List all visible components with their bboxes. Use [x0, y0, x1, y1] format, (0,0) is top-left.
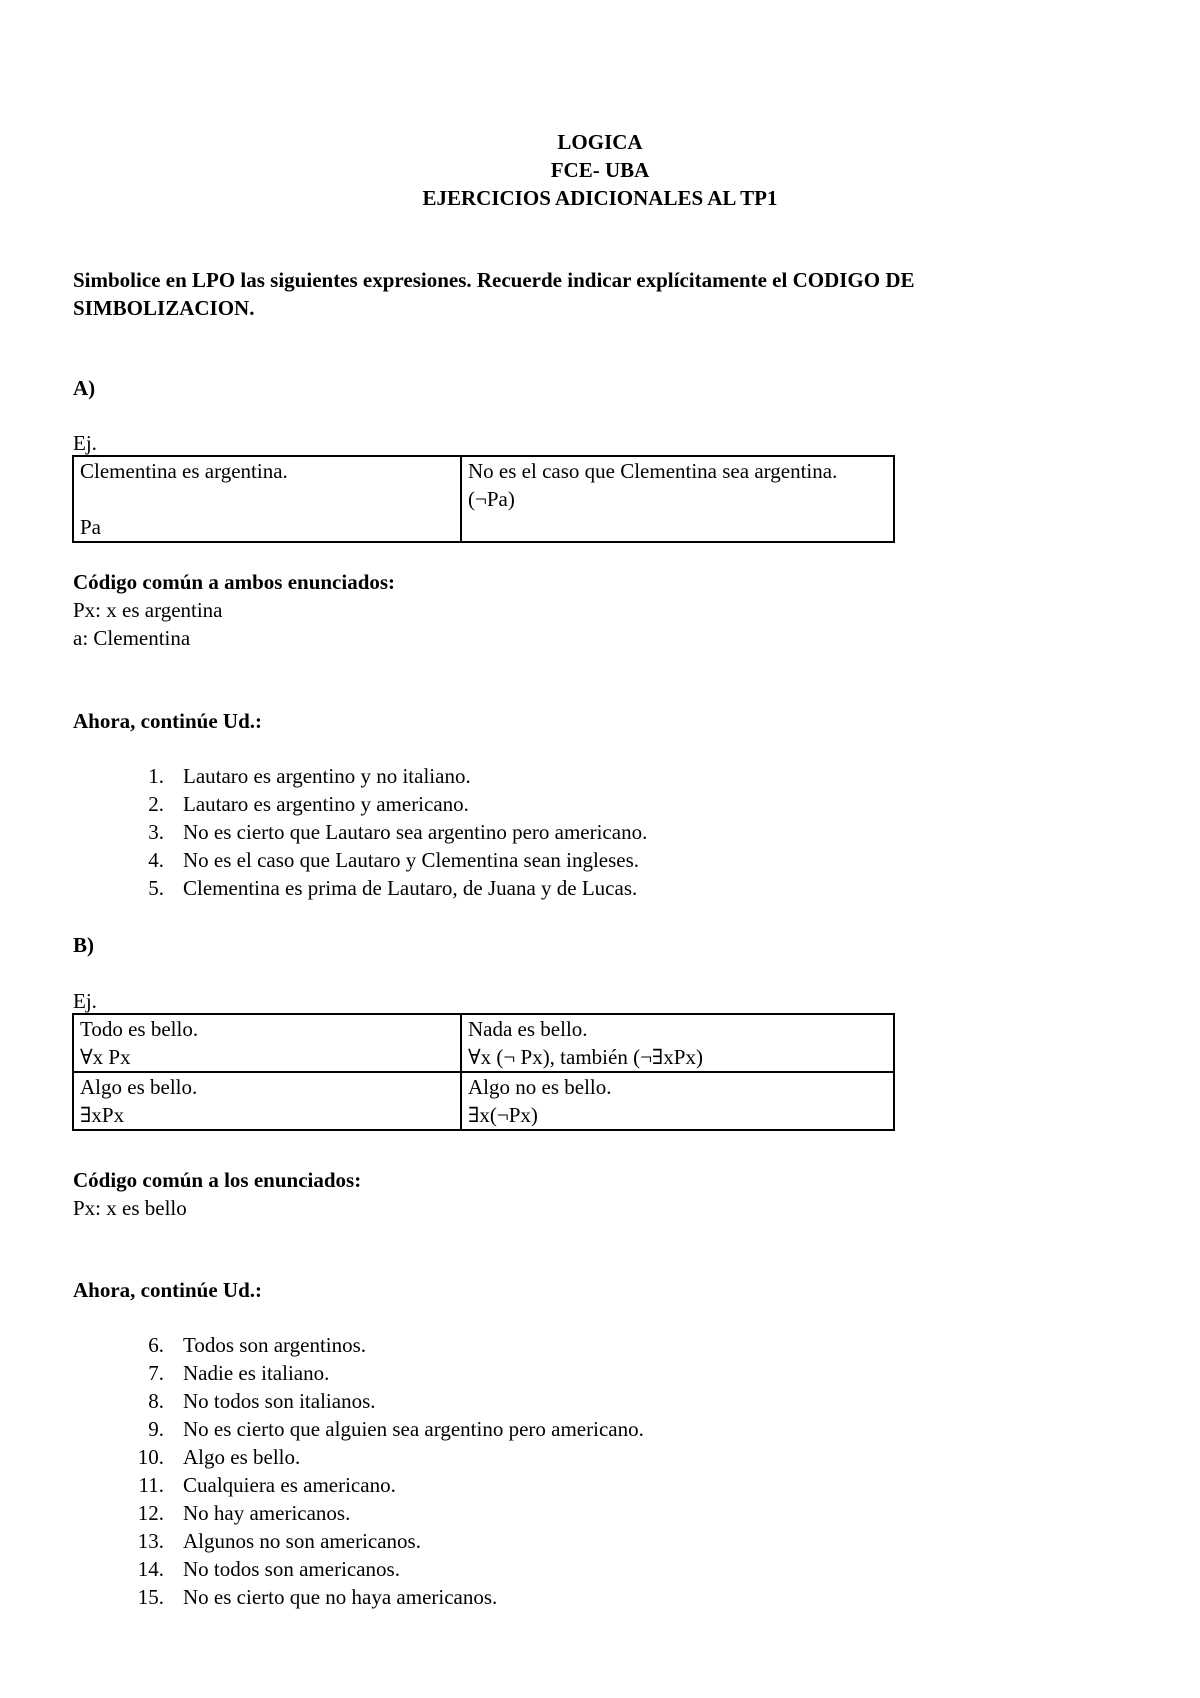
item-text: Algunos no son americanos. — [183, 1529, 421, 1553]
section-b-continue-label: Ahora, continúe Ud.: — [73, 1278, 263, 1302]
list-item — [140, 1331, 644, 1359]
list-item — [140, 790, 647, 818]
list-item — [140, 1471, 644, 1499]
example-formula: ∃xPx — [80, 1103, 125, 1127]
doc-institution: FCE- UBA — [550, 158, 650, 182]
example-cell-existential-negation — [461, 1072, 894, 1130]
example-cell-universal-negation — [461, 1014, 894, 1072]
list-item — [137, 1555, 644, 1583]
list-item — [137, 1499, 644, 1527]
item-text: Lautaro es argentino y no italiano. — [183, 764, 471, 788]
item-text: Lautaro es argentino y americano. — [183, 792, 469, 816]
section-a-example-table — [72, 455, 895, 543]
section-a-exercise-list — [140, 762, 647, 902]
item-text: No hay americanos. — [183, 1501, 351, 1525]
item-number: 1. — [148, 764, 164, 788]
list-item — [140, 818, 647, 846]
section-a-code-title: Código común a ambos enunciados: — [73, 570, 396, 594]
example-formula: Pa — [80, 515, 101, 539]
list-item — [140, 1359, 644, 1387]
list-item — [137, 1443, 644, 1471]
example-sentence: Algo no es bello. — [468, 1075, 612, 1099]
doc-subtitle: EJERCICIOS ADICIONALES AL TP1 — [422, 186, 778, 210]
section-a-ej-label: Ej. — [73, 431, 97, 455]
section-b-ej-label: Ej. — [73, 989, 97, 1013]
item-text: No todos son americanos. — [183, 1557, 400, 1581]
item-number: 9. — [148, 1417, 164, 1441]
instructions: Simbolice en LPO las siguientes expresiones. Recuerde indicar explícitamente el CODIGO DE SIMBOLIZACION. — [73, 268, 915, 320]
item-number: 7. — [148, 1361, 164, 1385]
item-number: 8. — [148, 1389, 164, 1413]
list-item — [140, 874, 647, 902]
example-cell-universal — [73, 1014, 461, 1072]
doc-title: LOGICA — [557, 130, 643, 154]
example-sentence: No es el caso que Clementina sea argentina. — [468, 459, 838, 483]
item-text: No todos son italianos. — [183, 1389, 376, 1413]
section-b-code-title: Código común a los enunciados: — [73, 1168, 362, 1192]
code-line: Px: x es argentina — [73, 598, 223, 622]
item-number: 4. — [148, 848, 164, 872]
item-number: 12. — [137, 1501, 164, 1525]
section-b-exercise-list — [137, 1331, 644, 1611]
section-a-label: A) — [73, 376, 96, 400]
example-formula: (¬Pa) — [468, 487, 515, 511]
section-b-example-table — [72, 1013, 895, 1131]
list-item — [140, 846, 647, 874]
item-text: Todos son argentinos. — [183, 1333, 367, 1357]
item-number: 3. — [148, 820, 164, 844]
item-number: 14. — [137, 1557, 164, 1581]
example-sentence: Algo es bello. — [80, 1075, 198, 1099]
example-cell-affirmative — [73, 456, 461, 542]
section-a-continue-label: Ahora, continúe Ud.: — [73, 709, 263, 733]
list-item — [137, 1527, 644, 1555]
item-text: No es el caso que Lautaro y Clementina sean ingleses. — [183, 848, 640, 872]
example-sentence: Nada es bello. — [468, 1017, 588, 1041]
item-number: 5. — [148, 876, 164, 900]
list-item — [137, 1583, 644, 1611]
section-b-label: B) — [73, 933, 94, 957]
example-cell-existential — [73, 1072, 461, 1130]
item-number: 13. — [137, 1529, 164, 1553]
item-text: No es cierto que alguien sea argentino pero americano. — [183, 1417, 644, 1441]
example-sentence: Clementina es argentina. — [80, 459, 288, 483]
item-text: Algo es bello. — [183, 1445, 301, 1469]
example-cell-negation — [461, 456, 894, 542]
example-sentence: Todo es bello. — [80, 1017, 199, 1041]
code-line: a: Clementina — [73, 626, 191, 650]
list-item — [140, 1387, 644, 1415]
item-text: Cualquiera es americano. — [183, 1473, 396, 1497]
item-number: 10. — [137, 1445, 164, 1469]
example-formula: ∃x(¬Px) — [468, 1103, 538, 1127]
example-formula: ∀x Px — [80, 1045, 131, 1069]
item-number: 2. — [148, 792, 164, 816]
item-number: 6. — [148, 1333, 164, 1357]
item-text: Clementina es prima de Lautaro, de Juana y de Lucas. — [183, 876, 638, 900]
example-formula: ∀x (¬ Px), también (¬∃xPx) — [468, 1045, 703, 1069]
item-text: No es cierto que Lautaro sea argentino pero americano. — [183, 820, 648, 844]
item-number: 11. — [138, 1473, 164, 1497]
item-text: Nadie es italiano. — [183, 1361, 330, 1385]
list-item — [140, 1415, 644, 1443]
list-item — [140, 762, 647, 790]
item-text: No es cierto que no haya americanos. — [183, 1585, 498, 1609]
code-line: Px: x es bello — [73, 1196, 187, 1220]
item-number: 15. — [137, 1585, 164, 1609]
